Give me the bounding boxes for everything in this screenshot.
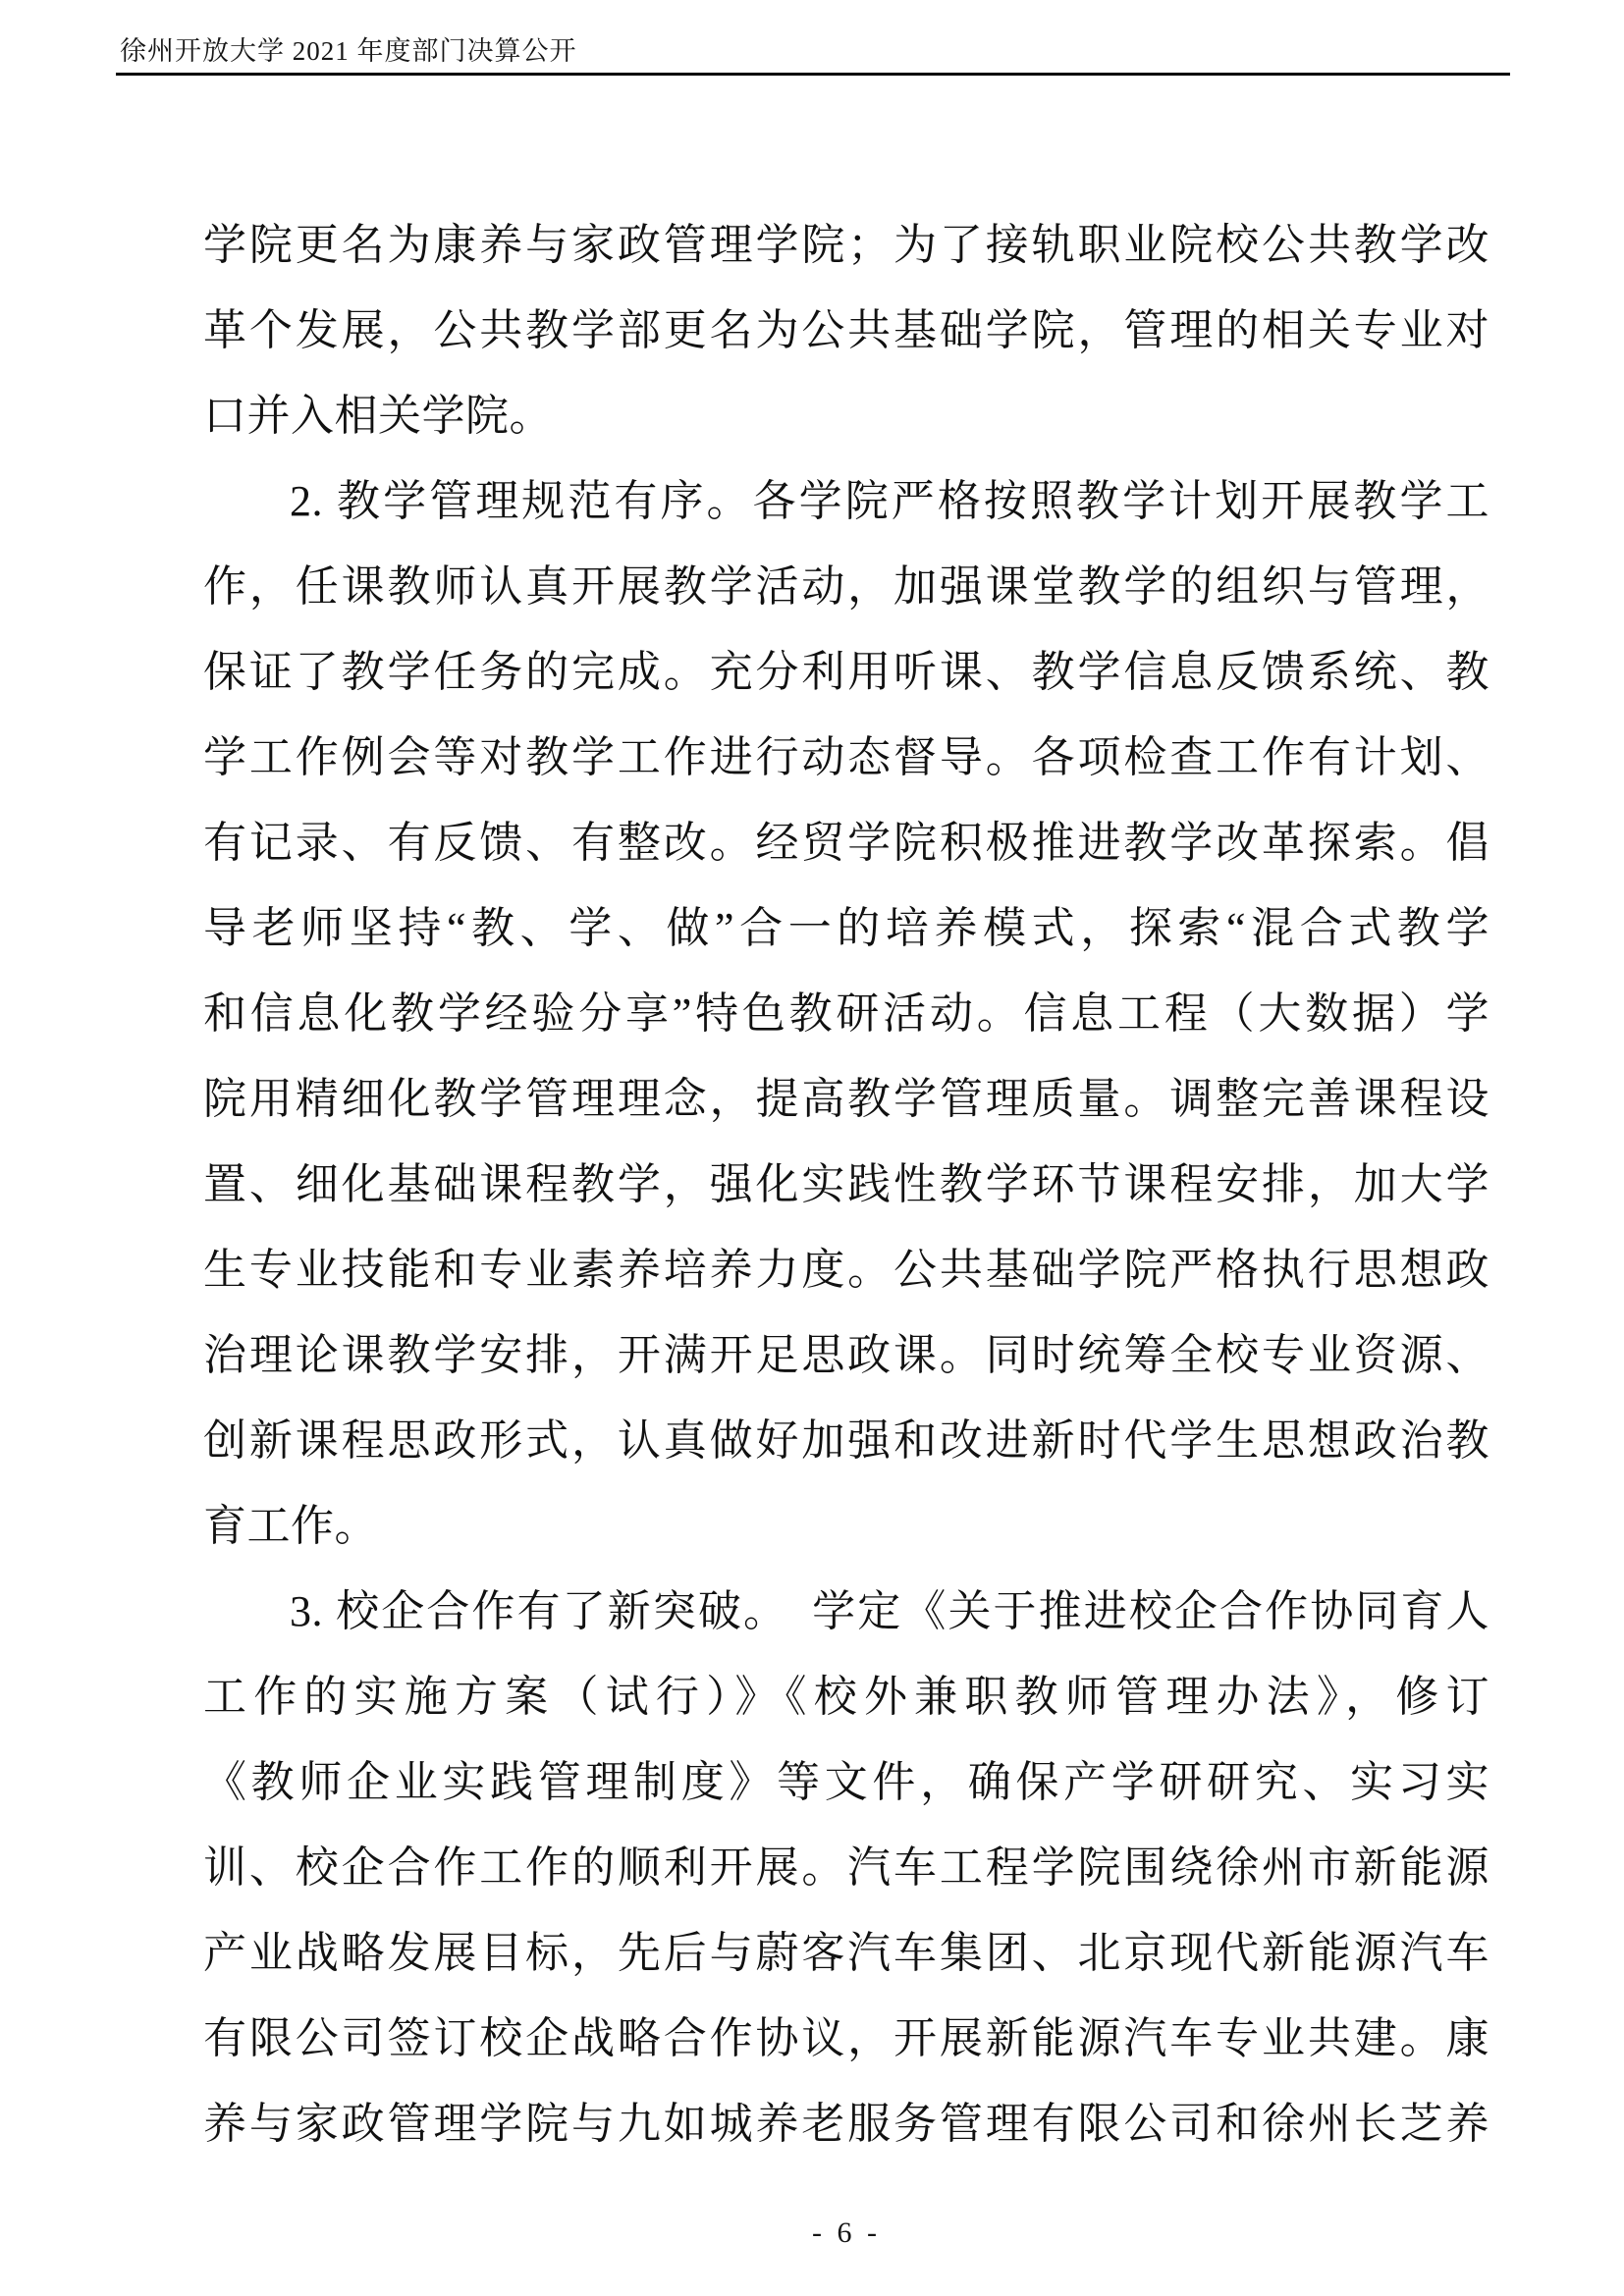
page-number: - 6 -: [812, 2216, 881, 2249]
body-line: 和信息化教学经验分享”特色教研活动。信息工程（大数据）学: [203, 989, 1489, 1038]
body-line: 有记录、有反馈、有整改。经贸学院积极推进教学改革探索。倡: [203, 819, 1489, 867]
body-line: 口并入相关学院。: [203, 392, 553, 440]
page-header-title: 徐州开放大学 2021 年度部门决算公开: [120, 36, 577, 66]
body-line: 导老师坚持“教、学、做”合一的培养模式，探索“混合式教学: [203, 904, 1489, 952]
body-line: 产业战略发展目标，先后与蔚客汽车集团、北京现代新能源汽车: [203, 1929, 1489, 1977]
body-line: 3. 校企合作有了新突破。 学定《关于推进校企合作协同育人: [290, 1587, 1489, 1635]
body-line: 学院更名为康养与家政管理学院；为了接轨职业院校公共教学改: [203, 221, 1489, 269]
body-line: 院用精细化教学管理理念，提高教学管理质量。调整完善课程设: [203, 1075, 1489, 1123]
document-body: [203, 202, 1489, 2166]
body-line: 2. 教学管理规范有序。各学院严格按照教学计划开展教学工: [290, 477, 1489, 525]
body-line: 有限公司签订校企战略合作协议，开展新能源汽车专业共建。康: [203, 2014, 1489, 2062]
body-line: 训、校企合作工作的顺利开展。汽车工程学院围绕徐州市新能源: [203, 1843, 1489, 1892]
body-line: 治理论课教学安排，开满开足思政课。同时统筹全校专业资源、: [203, 1331, 1489, 1379]
body-line: 工作的实施方案（试行）》《校外兼职教师管理办法》，修订: [203, 1673, 1489, 1721]
body-line: 生专业技能和专业素养培养力度。公共基础学院严格执行思想政: [203, 1246, 1489, 1294]
body-line: 学工作例会等对教学工作进行动态督导。各项检查工作有计划、: [203, 733, 1489, 781]
body-line: 保证了教学任务的完成。充分利用听课、教学信息反馈系统、教: [203, 648, 1489, 696]
body-line: 养与家政管理学院与九如城养老服务管理有限公司和徐州长芝养: [203, 2100, 1489, 2148]
body-line: 育工作。: [203, 1502, 378, 1550]
body-line: 创新课程思政形式，认真做好加强和改进新时代学生思想政治教: [203, 1416, 1489, 1465]
body-line: 置、细化基础课程教学，强化实践性教学环节课程安排，加大学: [203, 1160, 1489, 1208]
body-line: 革个发展，公共教学部更名为公共基础学院，管理的相关专业对: [203, 306, 1489, 354]
body-line: 《教师企业实践管理制度》等文件，确保产学研研究、实习实: [203, 1758, 1489, 1806]
header-divider-rule: [116, 73, 1510, 76]
body-line: 作，任课教师认真开展教学活动，加强课堂教学的组织与管理，: [203, 562, 1489, 611]
